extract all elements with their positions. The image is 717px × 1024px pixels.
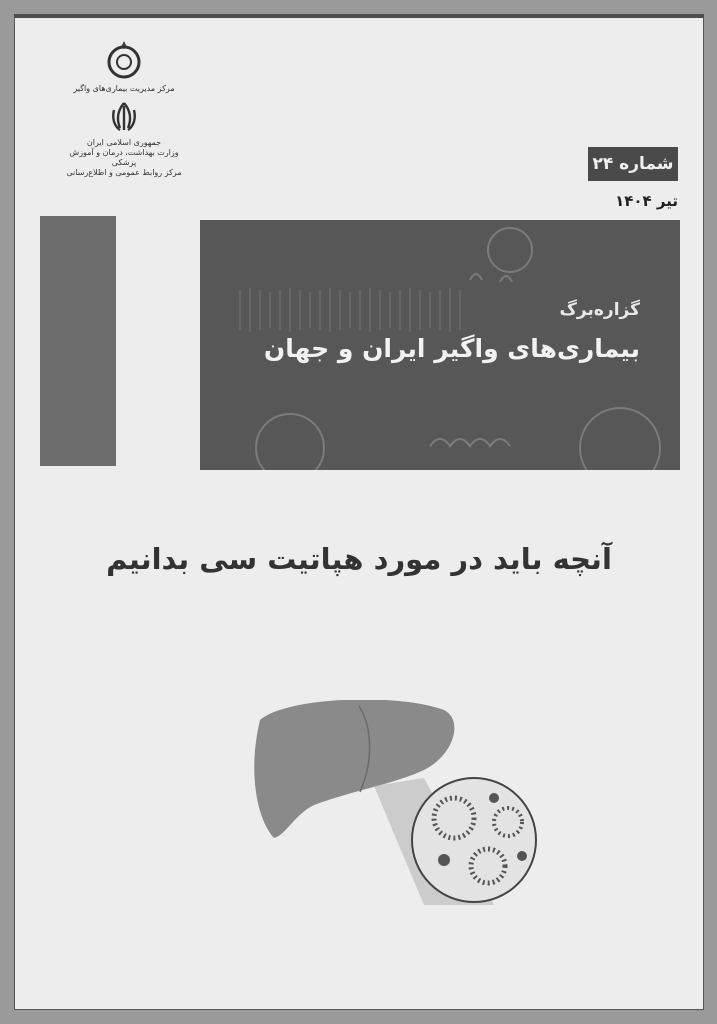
banner-subtitle: گزاره‌برگ (559, 300, 640, 320)
title-banner (200, 220, 680, 470)
issue-number-badge: شماره ۲۴ (588, 147, 678, 181)
ministry-line-3: مرکز روابط عمومی و اطلاع‌رسانی (66, 168, 182, 177)
pomegranate-logo-icon (104, 38, 144, 80)
ministry-line-2: وزارت بهداشت، درمان و آموزش پزشکی (69, 148, 179, 167)
iran-emblem-icon (106, 100, 142, 134)
logos-block (64, 38, 184, 178)
issue-date: تیر ۱۴۰۴ (615, 192, 678, 210)
page-top-border (14, 14, 704, 18)
ministry-line-1: جمهوری اسلامی ایران (86, 138, 162, 147)
decorative-side-bar (40, 216, 116, 466)
logo1-caption: مرکز مدیریت بیماری‌های واگیر (73, 84, 175, 93)
liver-virus-illustration (244, 700, 544, 910)
document-page (14, 14, 704, 1010)
main-headline: آنچه باید در مورد هپاتیت سی بدانیم (106, 542, 612, 576)
banner-title: بیماری‌های واگیر ایران و جهان (263, 334, 640, 363)
